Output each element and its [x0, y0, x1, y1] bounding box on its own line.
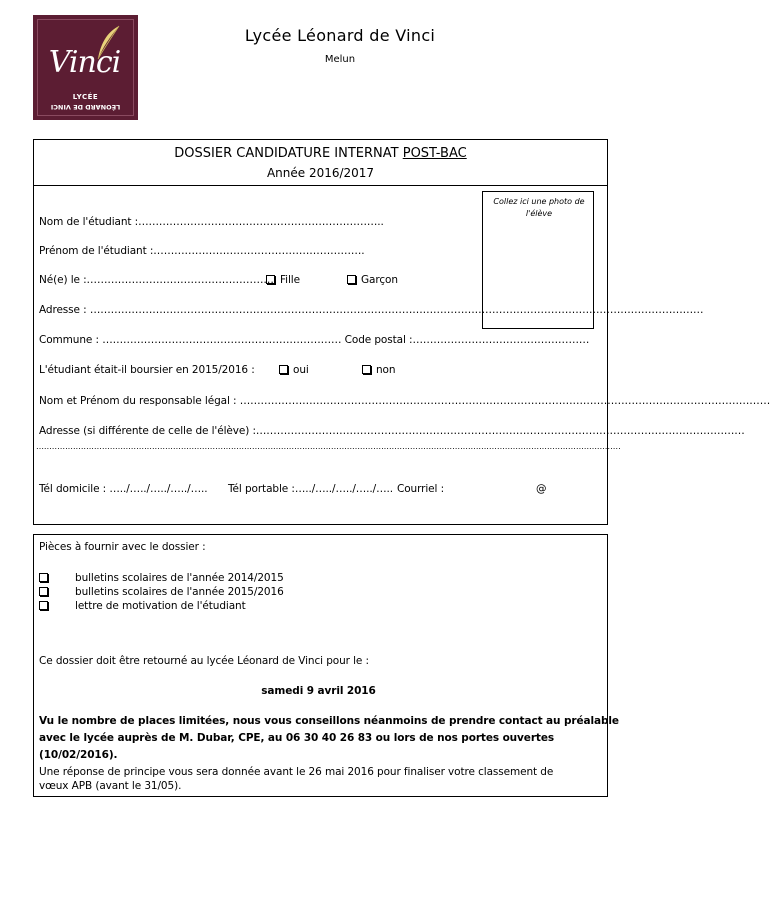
documents-heading: Pièces à fournir avec le dossier : [39, 541, 206, 553]
scholarship-yes-option[interactable] [279, 364, 309, 376]
form-year: Année 2016/2017 [266, 166, 375, 180]
scholarship-yes-label: oui [293, 364, 309, 376]
deadline-date: samedi 9 avril 2016 [261, 685, 376, 697]
checkbox-icon[interactable] [39, 587, 48, 596]
address-continuation-line[interactable]: …………………………………………………………………………………………………………………………………………………………………………………………………… [36, 442, 621, 451]
document-item-label: bulletins scolaires de l'année 2015/2016 [75, 586, 284, 598]
checkbox-icon[interactable] [362, 365, 371, 374]
document-item[interactable] [39, 572, 53, 584]
return-instructions: Ce dossier doit être retourné au lycée Léonard de Vinci pour le : [39, 655, 369, 667]
required-documents-box [33, 534, 619, 797]
gender-female-label: Fille [280, 274, 300, 286]
checkbox-icon[interactable] [279, 365, 288, 374]
gender-female-option[interactable] [266, 274, 300, 286]
gender-male-label: Garçon [361, 274, 398, 286]
address-field[interactable]: Adresse : …………………………………………………………………………………………………………………………………………………………… [39, 304, 704, 316]
scholarship-question: L'étudiant était-il boursier en 2015/2016 : [39, 364, 255, 376]
contact-advice-line: avec le lycée auprès de M. Dubar, CPE, au 06 30 40 26 83 ou lors de nos portes ouvertes [39, 732, 554, 744]
school-city: Melun [324, 54, 356, 65]
document-item[interactable] [39, 600, 53, 612]
mobile-phone-field[interactable]: Tél portable :…../…../…../…../….. [228, 483, 393, 495]
school-logo [33, 15, 138, 120]
response-info-line: vœux APB (avant le 31/05). [39, 780, 182, 792]
scholarship-no-option[interactable] [362, 364, 395, 376]
form-title [34, 146, 607, 161]
checkbox-icon[interactable] [39, 573, 48, 582]
gender-male-option[interactable] [347, 274, 398, 286]
logo-script-text: Vinci [48, 45, 121, 80]
logo-subtitle-text: LÉONARD DE VINCI [50, 103, 121, 111]
document-item[interactable] [39, 586, 53, 598]
checkbox-icon[interactable] [347, 275, 356, 284]
student-first-name-field[interactable]: Prénom de l'étudiant :……………………………………………………. [39, 245, 365, 257]
photo-instructions: Collez ici une photo de l'élève [493, 197, 585, 218]
guardian-address-field[interactable]: Adresse (si différente de celle de l'élève) :…………………………………………………………………………………………………………………………… [39, 425, 745, 437]
logo-lycee-text: LYCÉE [72, 93, 99, 101]
document-item-label: lettre de motivation de l'étudiant [75, 600, 246, 612]
response-info-line: Une réponse de principe vous sera donnée avant le 26 mai 2016 pour finaliser votre classement de [39, 766, 554, 778]
form-title-block [34, 140, 607, 186]
application-form [33, 139, 770, 525]
scholarship-no-label: non [376, 364, 396, 376]
checkbox-icon[interactable] [266, 275, 275, 284]
home-phone-field[interactable]: Tél domicile : …../…../…../…../….. [39, 483, 208, 495]
student-last-name-field[interactable]: Nom de l'étudiant :…………………………………………………………….. [39, 216, 384, 228]
guardian-name-field[interactable]: Nom et Prénom du responsable légal : ……………………………………………………………………………………………………………………………………… [39, 395, 770, 407]
form-title-underlined: POST-BAC [402, 146, 467, 161]
form-title-prefix: DOSSIER CANDIDATURE INTERNAT [174, 146, 403, 161]
school-name: Lycée Léonard de Vinci [244, 26, 436, 45]
document-item-label: bulletins scolaires de l'année 2014/2015 [75, 572, 284, 584]
checkbox-icon[interactable] [39, 601, 48, 610]
city-postcode-field[interactable]: Commune : …………………………………………………………… Code postal :…………………………………………… [39, 334, 590, 346]
contact-advice-line: (10/02/2016). [39, 749, 118, 761]
contact-advice-line: Vu le nombre de places limitées, nous vous conseillons néanmoins de prendre contact au préalable [39, 715, 619, 727]
birth-date-field[interactable]: Né(e) le :……………………………………………… [39, 274, 274, 286]
email-at-sign[interactable]: @ [536, 483, 547, 495]
email-label: Courriel : [397, 483, 445, 495]
